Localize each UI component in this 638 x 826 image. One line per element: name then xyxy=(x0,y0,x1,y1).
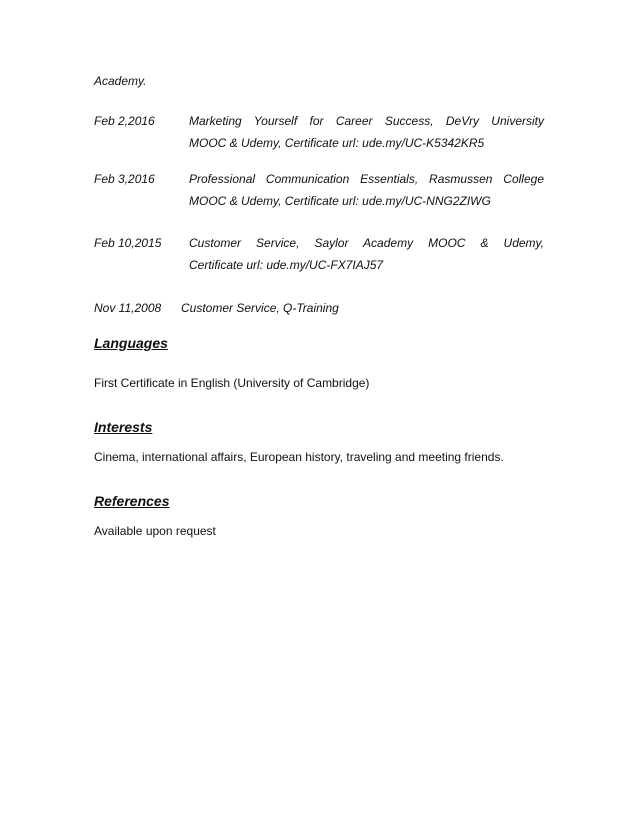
course-description xyxy=(189,232,544,276)
interests-text: Cinema, international affairs, European history, traveling and meeting friends. xyxy=(94,450,504,464)
languages-text: First Certificate in English (University of Cambridge) xyxy=(94,376,370,390)
course-entry xyxy=(94,301,339,315)
course-description xyxy=(189,110,544,154)
references-heading: References xyxy=(94,493,170,509)
course-date: Nov 11,2008 xyxy=(94,301,162,315)
course-line-1: Customer Service, Saylor Academy MOOC & Udemy, xyxy=(189,236,544,250)
course-date: Feb 2,2016 xyxy=(94,114,155,128)
course-date: Feb 3,2016 xyxy=(94,172,155,186)
continued-text: Academy. xyxy=(94,74,147,88)
course-line-2: Certificate url: ude.my/UC-FX7IAJ57 xyxy=(189,258,384,272)
languages-heading: Languages xyxy=(94,335,168,351)
interests-heading: Interests xyxy=(94,419,153,435)
course-line-1: Professional Communication Essentials, Rasmussen College xyxy=(189,172,544,186)
course-line-1: Marketing Yourself for Career Success, DeVry University xyxy=(189,114,544,128)
references-text: Available upon request xyxy=(94,524,216,538)
course-description xyxy=(189,168,544,212)
course-line-2: MOOC & Udemy, Certificate url: ude.my/UC-K5342KR5 xyxy=(189,136,485,150)
course-description: Customer Service, Q-Training xyxy=(181,301,339,315)
course-line-2: MOOC & Udemy, Certificate url: ude.my/UC-NNG2ZIWG xyxy=(189,194,491,208)
course-date: Feb 10,2015 xyxy=(94,236,162,250)
